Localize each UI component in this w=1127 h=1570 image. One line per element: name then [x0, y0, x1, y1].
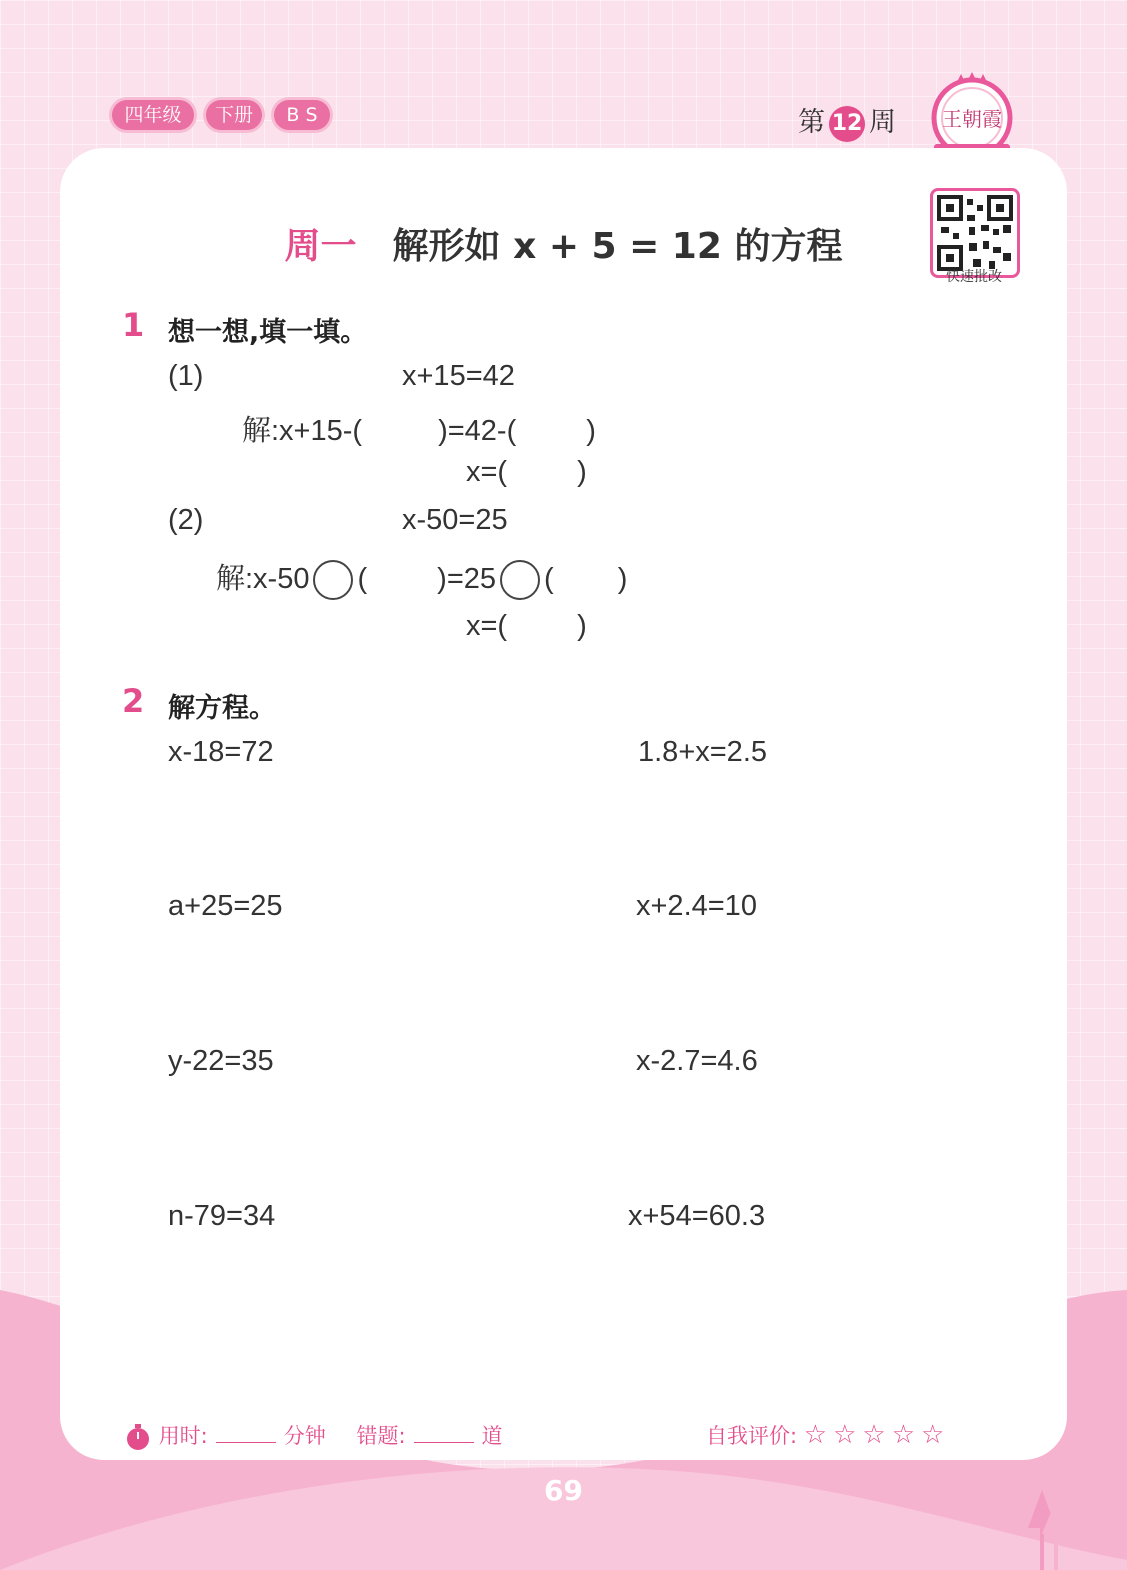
grade-badge: 四年级 [112, 100, 194, 130]
equation-item: a+25=25 [168, 890, 283, 922]
self-evaluation [706, 1420, 950, 1450]
volume-badge: 下册 [206, 100, 262, 130]
qr-label: 快速批改 [946, 269, 1002, 285]
equation-item: y-22=35 [168, 1045, 274, 1077]
part-1-label: (1) [168, 360, 204, 392]
title-topic: 解形如 x + 5 = 12 的方程 [392, 226, 843, 267]
time-unit: 分钟 [283, 1424, 326, 1448]
time-label: 用时: [158, 1424, 208, 1448]
question-2-heading: 解方程。 [168, 693, 276, 724]
errors-unit: 道 [481, 1424, 503, 1448]
part-2-step-2 [466, 610, 587, 643]
page-number: 69 [544, 1474, 583, 1507]
step-text: )=25 [437, 563, 497, 595]
part-2-step-1 [216, 556, 627, 600]
part-1-step-1 [242, 408, 596, 449]
equation-item: x-18=72 [168, 736, 274, 768]
step-text: x=( [466, 456, 508, 488]
time-blank[interactable] [216, 1442, 276, 1443]
part-2-equation: x-50=25 [402, 504, 508, 536]
step-text: 解:x-50 [216, 563, 310, 595]
part-1-equation: x+15=42 [402, 360, 515, 392]
errors-label: 错题: [356, 1424, 406, 1448]
week-suffix: 周 [869, 107, 896, 138]
errors-blank[interactable] [414, 1442, 474, 1443]
step-text: ( [544, 563, 554, 595]
equation-item: x-2.7=4.6 [636, 1045, 758, 1077]
step-text: ) [617, 563, 628, 595]
logo-text: 王朝霞 [942, 107, 1002, 131]
step-text: ) [577, 610, 587, 642]
step-text: )=42-( [438, 415, 517, 447]
stopwatch-icon [124, 1423, 152, 1451]
equation-item: n-79=34 [168, 1200, 276, 1232]
step-text: ) [586, 415, 596, 447]
step-text: x=( [466, 610, 508, 642]
page-title [0, 218, 1127, 269]
question-1-number: 1 [122, 306, 145, 344]
question-1-heading: 想一想,填一填。 [168, 317, 368, 348]
week-number: 12 [829, 106, 865, 142]
equation-item: x+54=60.3 [628, 1200, 766, 1232]
step-text: ( [357, 563, 368, 595]
equation-item: 1.8+x=2.5 [638, 736, 767, 768]
step-text: ) [577, 456, 587, 488]
operator-circle[interactable] [313, 560, 353, 600]
question-2-number: 2 [122, 682, 145, 720]
part-1-step-2 [466, 456, 587, 489]
title-day: 周一 [284, 226, 357, 267]
time-record [124, 1420, 503, 1451]
arrow-decoration-icon [1024, 1490, 1074, 1570]
self-eval-label: 自我评价: [706, 1424, 798, 1448]
week-indicator [798, 100, 896, 142]
operator-circle[interactable] [500, 560, 540, 600]
part-2-label: (2) [168, 504, 204, 536]
step-text: 解:x+15-( [242, 415, 363, 447]
equation-item: x+2.4=10 [636, 890, 757, 922]
star-rating[interactable]: ☆☆☆☆☆ [803, 1420, 951, 1450]
week-prefix: 第 [798, 107, 825, 138]
edition-badge: B S [274, 100, 330, 130]
